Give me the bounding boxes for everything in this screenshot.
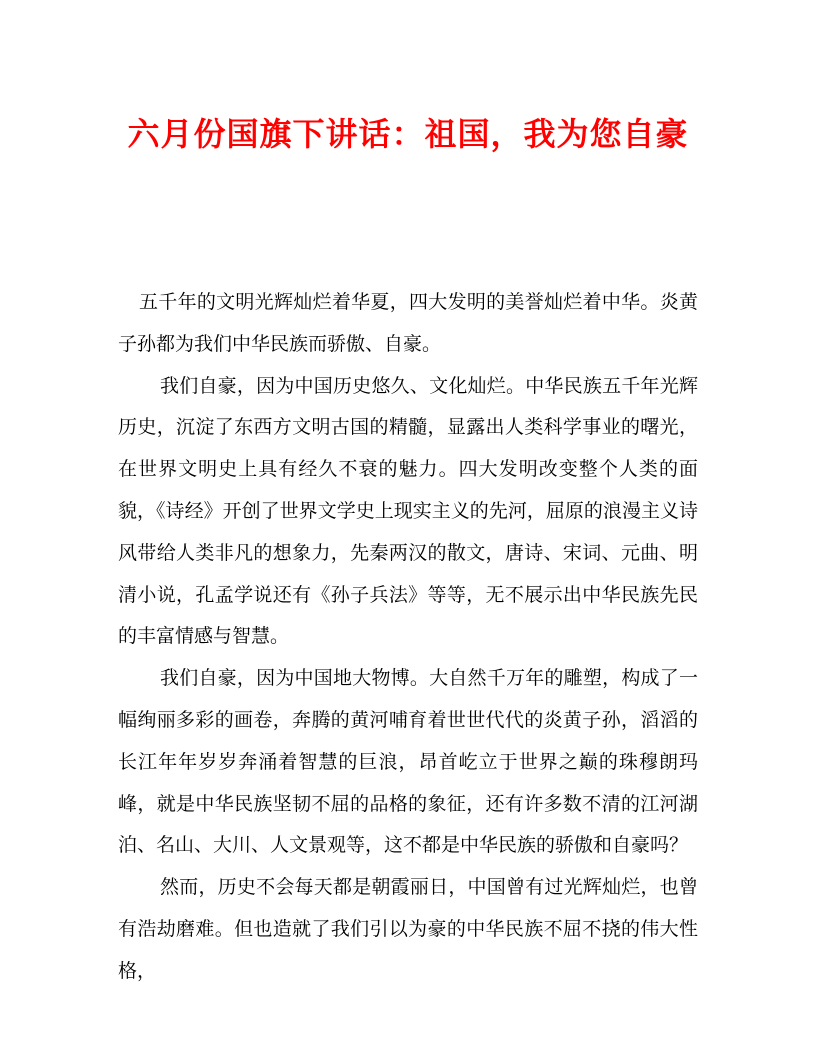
paragraph-2: 我们自豪，因为中国历史悠久、文化灿烂。中华民族五千年光辉历史，沉淀了东西方文明古国的精髓，显露出人类科学事业的曙光，在世界文明史上具有经久不衰的魅力。四大发明改变整个人类的面貌，《诗经》开创了世界文学史上现实主义的先河，屈原的浪漫主义诗风带给人类非凡的想象力，先秦两汉的散文，唐诗、宋词、元曲、明清小说，孔孟学说还有《孙子兵法》等等，无不展示出中华民族先民的丰富情感与智慧。 — [118, 374, 698, 648]
paragraph-3: 我们自豪，因为中国地大物博。大自然千万年的雕塑，构成了一幅绚丽多彩的画卷，奔腾的黄河哺育着世世代代的炎黄子孙，滔滔的长江年年岁岁奔涌着智慧的巨浪，昂首屹立于世界之巅的珠穆朗玛峰，就是中华民族坚韧不屈的品格的象征，还有许多数不清的江河湖泊、名山、大川、人文景观等，这不都是中华民族的骄傲和自豪吗？ — [118, 667, 698, 857]
paragraph-4: 然而，历史不会每天都是朝霞丽日，中国曾有过光辉灿烂，也曾有浩劫磨难。但也造就了我们引以为豪的中华民族不屈不挠的伟大性格， — [118, 876, 698, 982]
paragraph-1: 五千年的文明光辉灿烂着华夏，四大发明的美誉灿烂着中华。炎黄子孙都为我们中华民族而骄傲、自豪。 — [118, 291, 698, 355]
document-title: 六月份国旗下讲话：祖国，我为您自豪 — [127, 115, 689, 153]
document-body — [118, 282, 698, 993]
